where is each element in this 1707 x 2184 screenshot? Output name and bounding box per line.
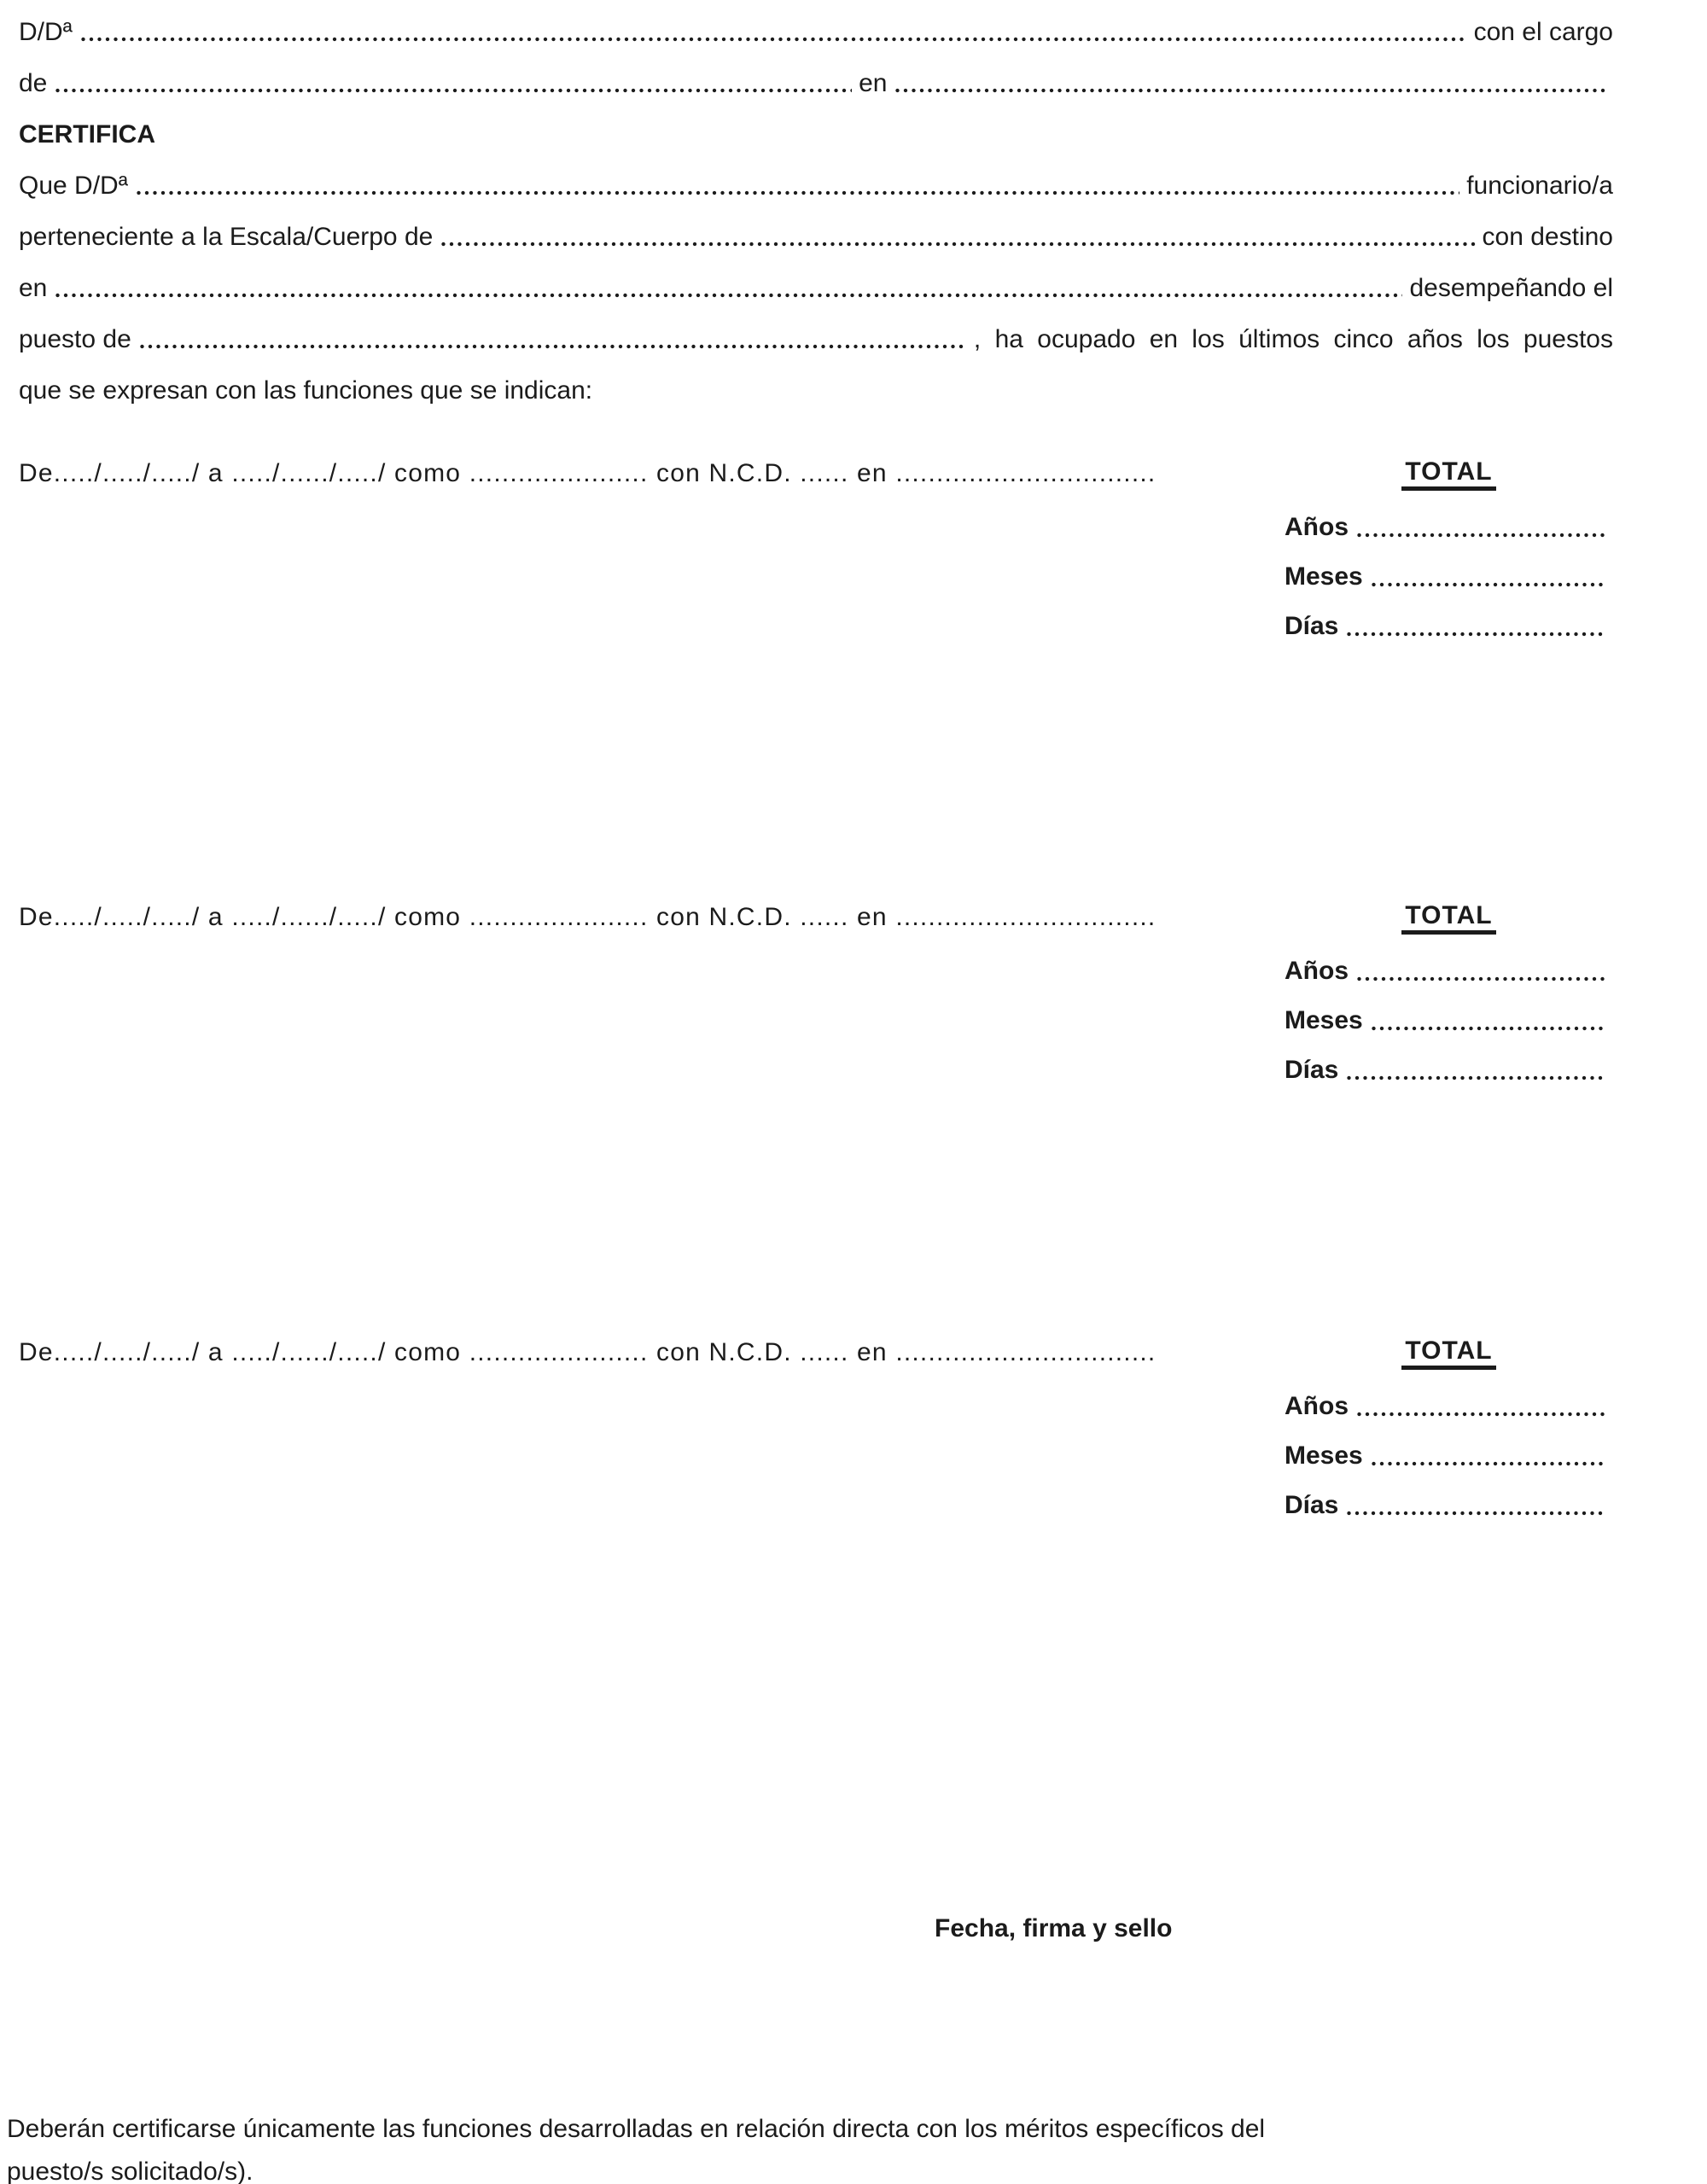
label-perteneciente: perteneciente a la Escala/Cuerpo de <box>19 223 434 251</box>
total-row-anos-1 <box>1285 503 1613 552</box>
line-destino <box>19 263 1613 314</box>
dotted-fill-meses <box>1370 581 1606 588</box>
anos-label: Años <box>1285 513 1349 541</box>
total-row-dias-1 <box>1285 602 1613 651</box>
label-ha-ocupado: , ha ocupado en los últimos cinco años los puestos <box>973 325 1613 353</box>
total-row-meses-3 <box>1285 1431 1613 1481</box>
dotted-fill-anos <box>1355 532 1606 539</box>
total-row-meses-2 <box>1285 996 1613 1045</box>
label-que-se-expresan: que se expresan con las funciones que se indican: <box>19 376 593 405</box>
label-con-el-cargo: con el cargo <box>1473 18 1613 46</box>
label-con-destino: con destino <box>1482 223 1613 251</box>
dotted-fill-organismo <box>894 87 1606 94</box>
total-label: TOTAL <box>1401 901 1495 935</box>
meses-label: Meses <box>1285 1441 1363 1470</box>
label-desempenando: desempeñando el <box>1409 274 1613 302</box>
dotted-fill-dias <box>1345 1075 1606 1081</box>
total-row-anos-2 <box>1285 946 1613 996</box>
label-que-d-da: Que D/Dª <box>19 172 128 200</box>
dotted-fill-anos <box>1355 976 1606 982</box>
line-escala-cuerpo <box>19 212 1613 263</box>
anos-label: Años <box>1285 1392 1349 1420</box>
total-heading-2 <box>1285 892 1613 940</box>
dotted-fill-escala-cuerpo <box>440 241 1475 248</box>
footer-note-line-2: puesto/s solicitado/s). <box>7 2158 253 2184</box>
total-heading-1 <box>1285 448 1613 496</box>
meses-label: Meses <box>1285 1006 1363 1034</box>
anos-label: Años <box>1285 957 1349 985</box>
line-de-en <box>19 58 1613 109</box>
dias-label: Días <box>1285 1056 1339 1084</box>
total-label: TOTAL <box>1401 1337 1495 1370</box>
period-line-1: De...../...../...../ a ...../....../...../ como ...................... con N.C.D. ...... en ................................ <box>19 459 1156 487</box>
service-period-block-2 <box>19 892 1613 1095</box>
dotted-fill-destino <box>54 292 1402 299</box>
line-que-dda <box>19 160 1613 212</box>
line-cargo <box>19 7 1613 58</box>
total-heading-3 <box>1285 1327 1613 1375</box>
dotted-fill-dias <box>1345 631 1606 638</box>
label-puesto-de: puesto de <box>19 325 131 353</box>
service-period-block-1 <box>19 448 1613 651</box>
certifica-heading: CERTIFICA <box>19 120 155 149</box>
total-column-1 <box>1285 448 1613 651</box>
dotted-fill-cargo <box>54 87 852 94</box>
dotted-fill-puesto <box>138 343 967 350</box>
label-funcionario: funcionario/a <box>1466 172 1613 200</box>
line-puesto <box>19 314 1613 365</box>
period-line-2: De...../...../...../ a ...../....../...../ como ...................... con N.C.D. ...... en ................................ <box>19 903 1156 931</box>
footer-note-line-1: Deberán certificarse únicamente las funciones desarrolladas en relación directa con los méritos específicos del <box>7 2115 1266 2143</box>
total-label: TOTAL <box>1401 457 1495 491</box>
period-line-3: De...../...../...../ a ...../....../...../ como ...................... con N.C.D. ...... en ................................ <box>19 1338 1156 1366</box>
signature-label: Fecha, firma y sello <box>935 1914 1173 1942</box>
dotted-fill-anos <box>1355 1411 1606 1418</box>
dotted-fill-name <box>79 36 1467 43</box>
label-en-2: en <box>19 274 48 302</box>
meses-label: Meses <box>1285 562 1363 591</box>
total-column-3 <box>1285 1327 1613 1530</box>
dotted-fill-meses <box>1370 1025 1606 1032</box>
line-funciones <box>19 365 1613 416</box>
footer-note <box>7 2108 1613 2184</box>
total-row-anos-3 <box>1285 1382 1613 1431</box>
dotted-fill-meses <box>1370 1460 1606 1467</box>
total-row-dias-3 <box>1285 1481 1613 1530</box>
label-d-da: D/Dª <box>19 18 73 46</box>
dotted-fill-funcionario-nombre <box>135 189 1459 196</box>
line-certifica <box>19 109 1613 160</box>
label-en: en <box>859 69 888 97</box>
total-column-2 <box>1285 892 1613 1095</box>
dias-label: Días <box>1285 1491 1339 1519</box>
dotted-fill-dias <box>1345 1510 1606 1517</box>
dias-label: Días <box>1285 612 1339 640</box>
total-row-meses-1 <box>1285 552 1613 602</box>
service-period-block-3 <box>19 1327 1613 1530</box>
total-row-dias-2 <box>1285 1045 1613 1095</box>
label-de: de <box>19 69 48 97</box>
